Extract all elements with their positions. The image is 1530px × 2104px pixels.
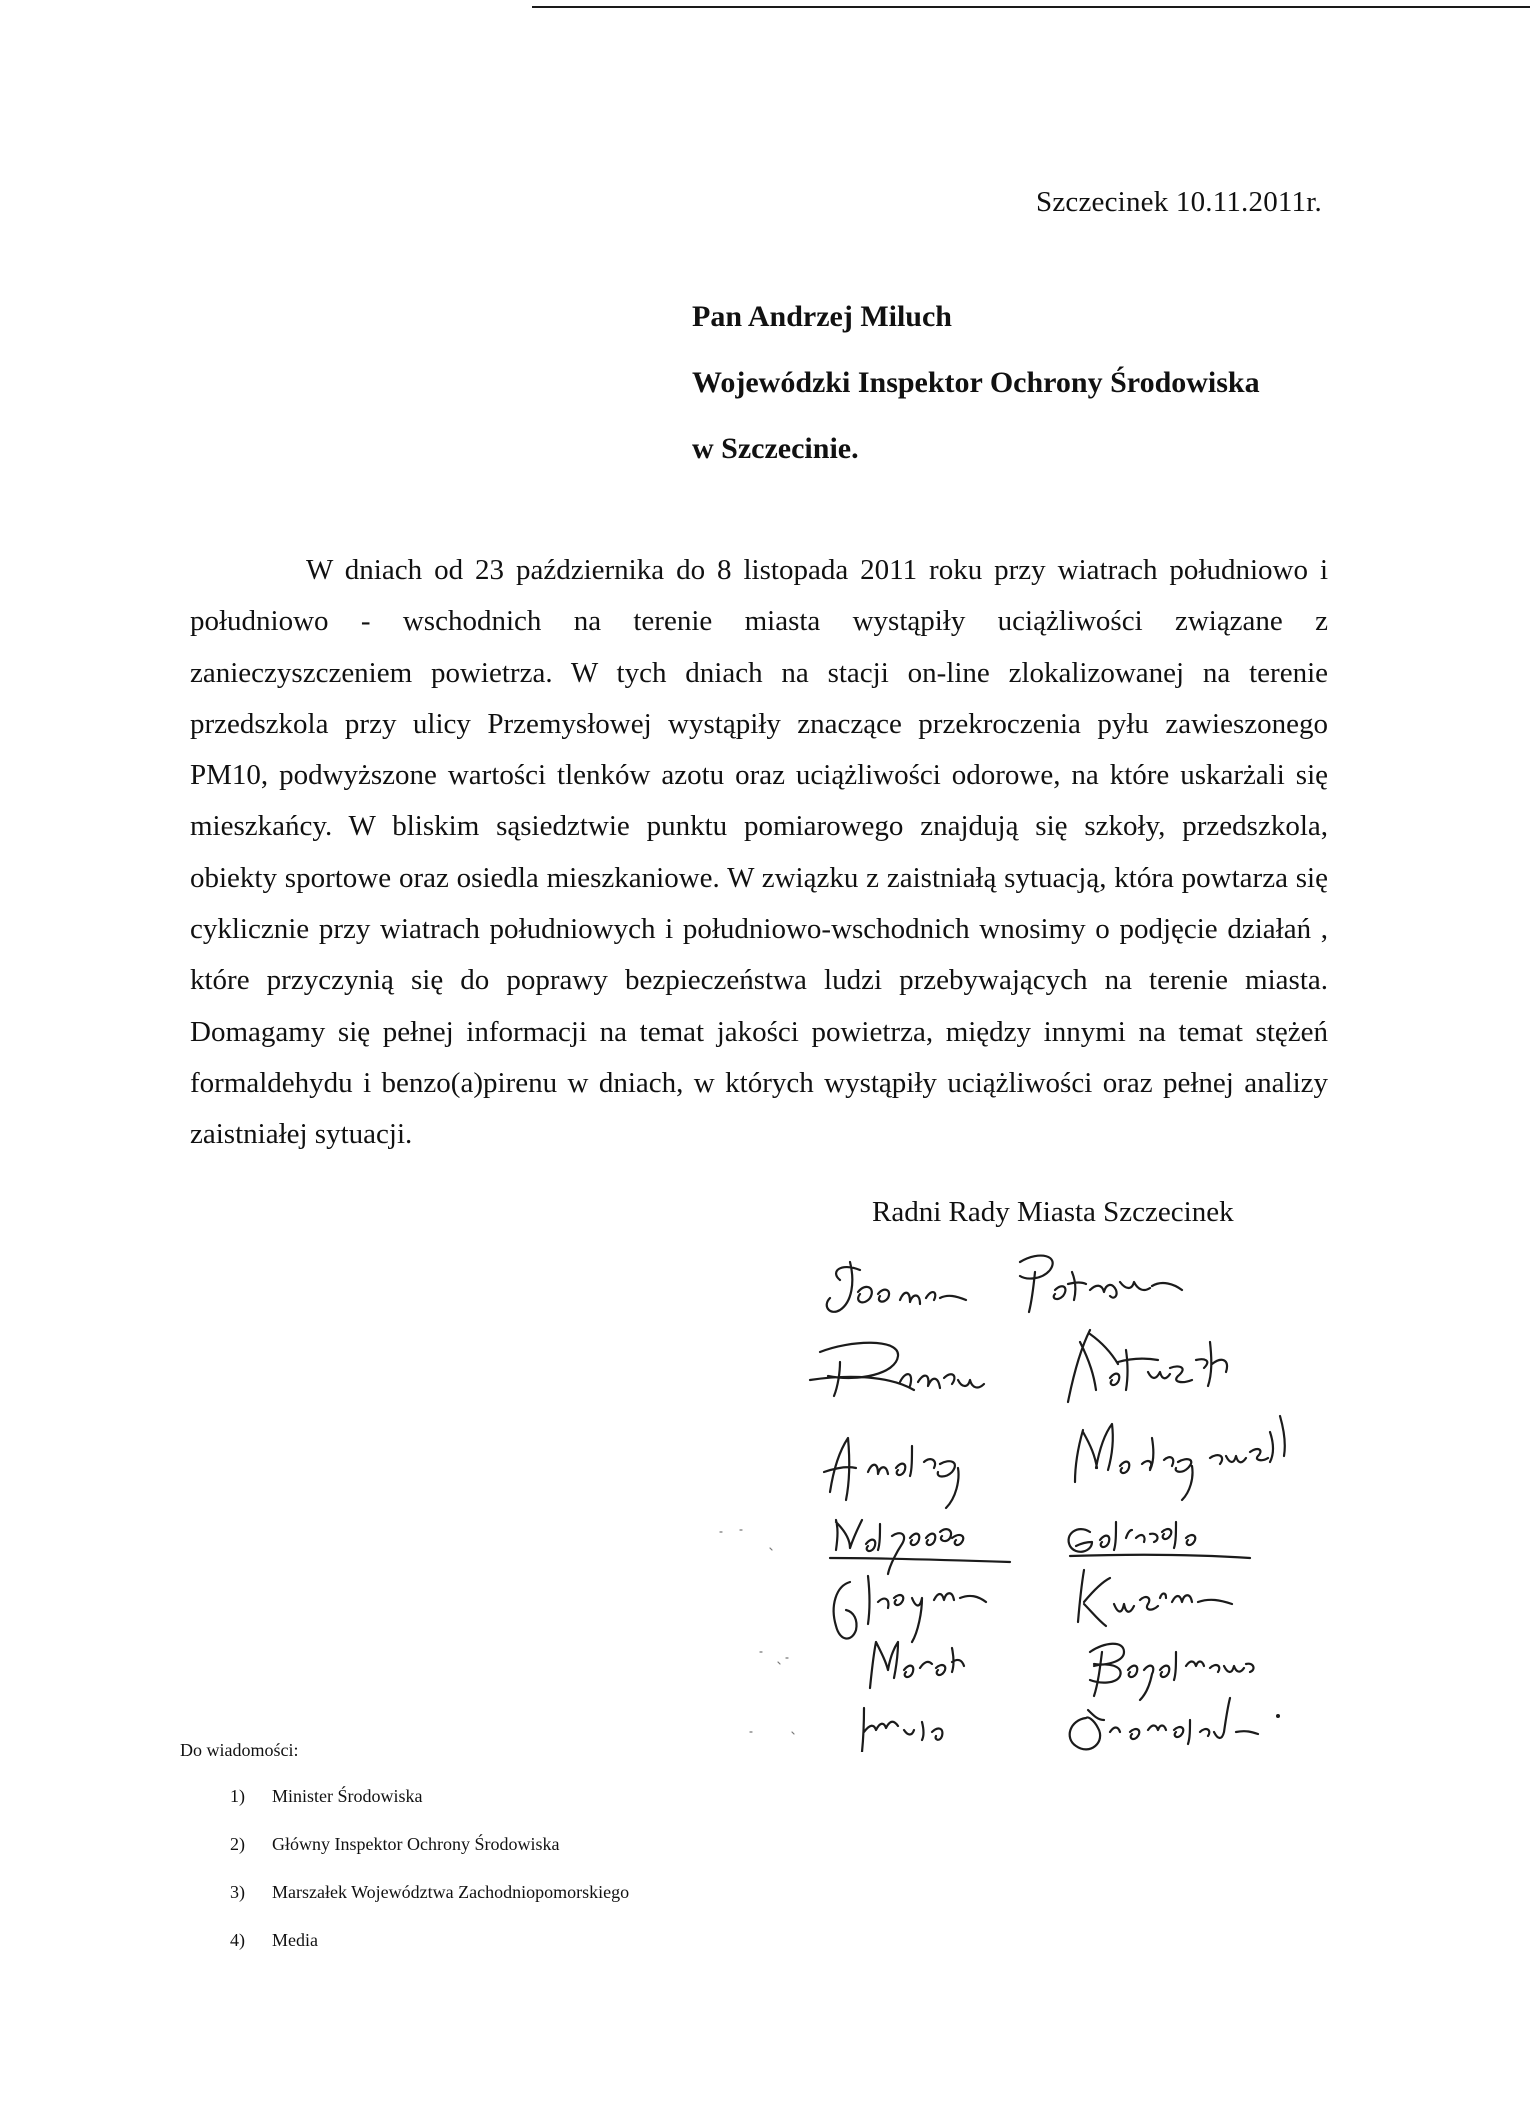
cc-item-number: 1) bbox=[230, 1786, 245, 1806]
signature-3 bbox=[824, 1416, 1285, 1508]
cc-item bbox=[230, 1882, 629, 1930]
signature-4 bbox=[830, 1520, 1250, 1574]
signature-2 bbox=[810, 1330, 1227, 1402]
signature-6 bbox=[870, 1642, 1253, 1700]
handwritten-signatures bbox=[690, 1232, 1370, 1752]
cc-item-text: Marszałek Województwa Zachodniopomorskiego bbox=[272, 1882, 630, 1902]
cc-list bbox=[230, 1786, 629, 1978]
cc-heading: Do wiadomości: bbox=[180, 1740, 299, 1760]
cc-item-number: 4) bbox=[230, 1930, 245, 1950]
scan-specks bbox=[720, 1530, 794, 1734]
cc-item-number: 2) bbox=[230, 1834, 245, 1854]
signature-1 bbox=[827, 1256, 1182, 1312]
cc-item-number: 3) bbox=[230, 1882, 245, 1902]
cc-item-text: Główny Inspektor Ochrony Środowiska bbox=[272, 1834, 560, 1854]
signature-7 bbox=[862, 1698, 1280, 1752]
signatures-drawing bbox=[690, 1232, 1370, 1752]
signatory-line: Radni Rady Miasta Szczecinek bbox=[872, 1196, 1234, 1228]
cc-item bbox=[230, 1786, 629, 1834]
scan-top-rule bbox=[532, 6, 1530, 8]
recipient-block bbox=[692, 302, 1260, 500]
cc-item-text: Minister Środowiska bbox=[272, 1786, 423, 1806]
letter-date: Szczecinek 10.11.2011r. bbox=[1036, 186, 1322, 218]
recipient-location: w Szczecinie. bbox=[692, 432, 859, 465]
recipient-title: Wojewódzki Inspektor Ochrony Środowiska bbox=[692, 366, 1260, 399]
recipient-name: Pan Andrzej Miluch bbox=[692, 300, 952, 333]
cc-item-text: Media bbox=[272, 1930, 318, 1950]
cc-item bbox=[230, 1834, 629, 1882]
letter-body: W dniach od 23 października do 8 listopada 2011 roku przy wiatrach południowo i południowo - wschodnich na terenie miasta wystąpiły uciążliwości związane z zanieczyszczeniem powietrza. W tych dniach na stacji on-line zlokalizowanej na terenie przedszkola przy ulicy Przemysłowej wystąpiły znaczące przekroczenia pyłu zawieszonego PM10, podwyższone wartości tlenków azotu oraz uciążliwości odorowe, na które uskarżali się mieszkańcy. W bliskim sąsiedztwie punktu pomiarowego znajdują się szkoły, przedszkola, obiekty sportowe oraz osiedla mieszkaniowe. W związku z zaistniałą sytuacją, która powtarza się cyklicznie przy wiatrach południowych i południowo-wschodnich wnosimy o podjęcie działań , które przyczynią się do poprawy bezpieczeństwa ludzi przebywających na terenie miasta. Domagamy się pełnej informacji na temat jakości powietrza, między innymi na temat stężeń formaldehydu i benzo(a)pirenu w dniach, w których wystąpiły uciążliwości oraz pełnej analizy zaistniałej sytuacji. bbox=[190, 554, 1328, 1151]
cc-item bbox=[230, 1930, 629, 1978]
signature-5 bbox=[834, 1570, 1232, 1642]
